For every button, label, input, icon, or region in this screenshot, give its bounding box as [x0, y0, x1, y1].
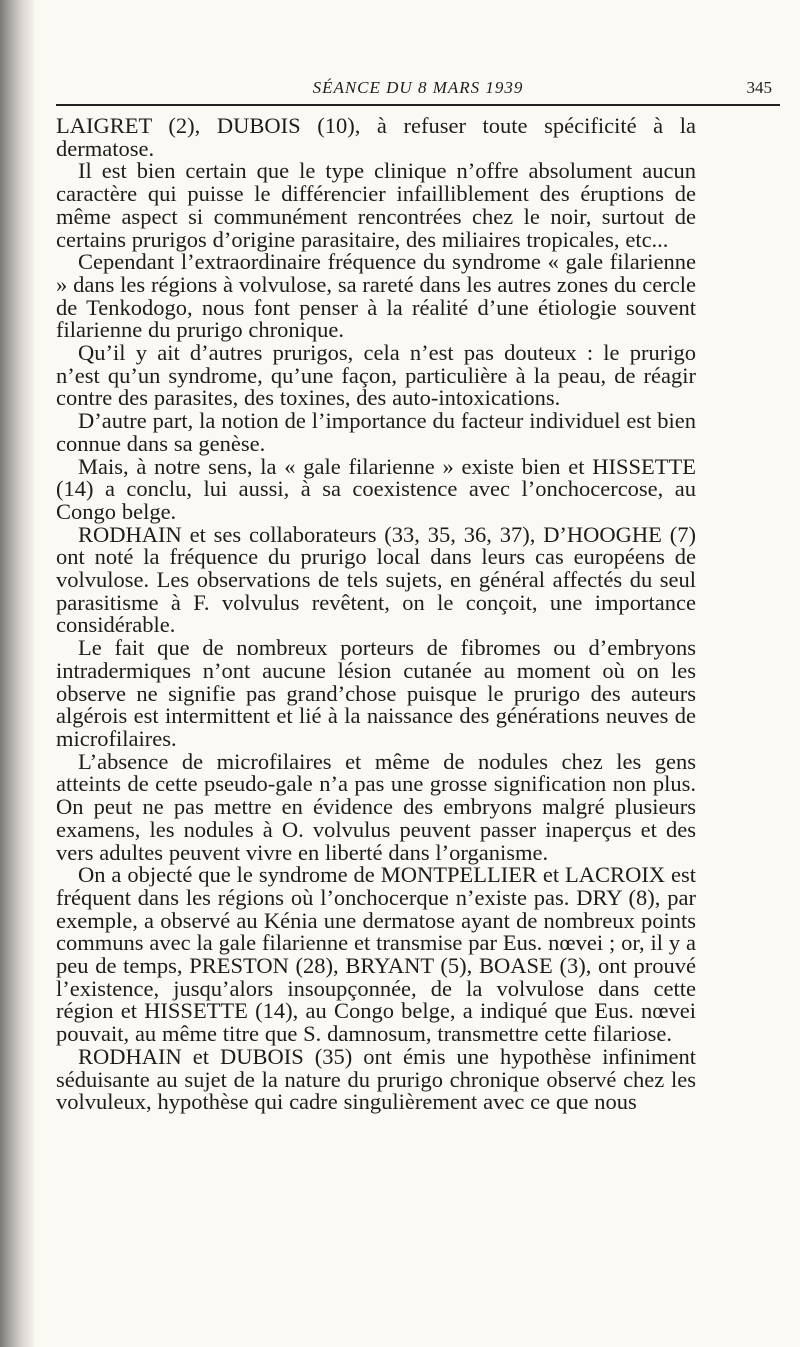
paragraph: RODHAIN et ses collaborateurs (33, 35, 36, 37), D’HOOGHE (7) ont noté la fréquence du prurigo local dans leurs cas européens de volvulose. Les observations de tels sujets, en général affectés du seul parasitisme à F. volvulus revêtent, on le conçoit, une importance considérable.: [56, 521, 696, 638]
paragraph: LAIGRET (2), DUBOIS (10), à refuser toute spécificité à la dermatose.: [56, 113, 696, 161]
paragraph: Cependant l’extraordinaire fréquence du syndrome « gale filarienne » dans les régions à volvulose, sa rareté dans les autres zones du cercle de Tenkodogo, nous font penser à la réalité d’une étiologie souvent filarienne du prurigo chronique.: [56, 249, 696, 343]
page-header: [56, 74, 780, 106]
page-number: 345: [746, 78, 772, 97]
paragraph: RODHAIN et DUBOIS (35) ont émis une hypothèse infiniment séduisante au sujet de la nature du prurigo chronique observé chez les volvuleux, hypothèse qui cadre singulièrement avec ce que nous: [56, 1043, 696, 1115]
paragraph: L’absence de microfilaires et même de nodules chez les gens atteints de cette pseudo-gale n’a pas une grosse signification non plus. On peut ne pas mettre en évidence des embryons malgré plusieurs examens, les nodules à O. volvulus peuvent passer inaperçus et des vers adultes peuvent vivre en liberté dans l’organisme.: [56, 748, 696, 865]
paragraph: Il est bien certain que le type clinique n’offre absolument aucun caractère qui puisse le différencier infailliblement des éruptions de même aspect si communément rencontrées chez le noir, surtout de certains prurigos d’origine parasitaire, des miliaires tropicales, etc...: [56, 158, 696, 252]
paragraph: On a objecté que le syndrome de MONTPELLIER et LACROIX est fréquent dans les régions où l’onchocerque n’existe pas. DRY (8), par exemple, a observé au Kénia une dermatose ayant de nombreux points communs avec la gale filarienne et transmise par Eus. nœvei ; or, il y a peu de temps, PRESTON (28), BRYANT (5), BOASE (3), ont prouvé l’existence, jusqu’alors insoupçonnée, de la volvulose dans cette région et HISSETTE (14), au Congo belge, a indiqué que Eus. nœvei pouvait, au même titre que S. damnosum, transmettre cette filariose.: [56, 862, 696, 1047]
paragraph: Le fait que de nombreux porteurs de fibromes ou d’embryons intradermiques n’ont aucune lésion cutanée au moment où on les observe ne signifie pas grand’chose puisque le prurigo des auteurs algérois est intermittent et lié à la naissance des générations neuves de microfilaires.: [56, 635, 696, 751]
binding-shadow: [0, 0, 34, 1347]
body-text: [56, 115, 696, 1114]
paragraph: D’autre part, la notion de l’importance du facteur individuel est bien connue dans sa genèse.: [56, 408, 696, 456]
running-title: SÉANCE DU 8 MARS 1939: [312, 78, 524, 97]
paragraph: Mais, à notre sens, la « gale filarienne » existe bien et HISSETTE (14) a conclu, lui aussi, à sa coexistence avec l’onchocercose, au Congo belge.: [56, 453, 696, 524]
paragraph: Qu’il y ait d’autres prurigos, cela n’est pas douteux : le prurigo n’est qu’un syndrome, qu’une façon, particulière à la peau, de réagir contre des parasites, des toxines, des auto-intoxications.: [56, 340, 696, 411]
